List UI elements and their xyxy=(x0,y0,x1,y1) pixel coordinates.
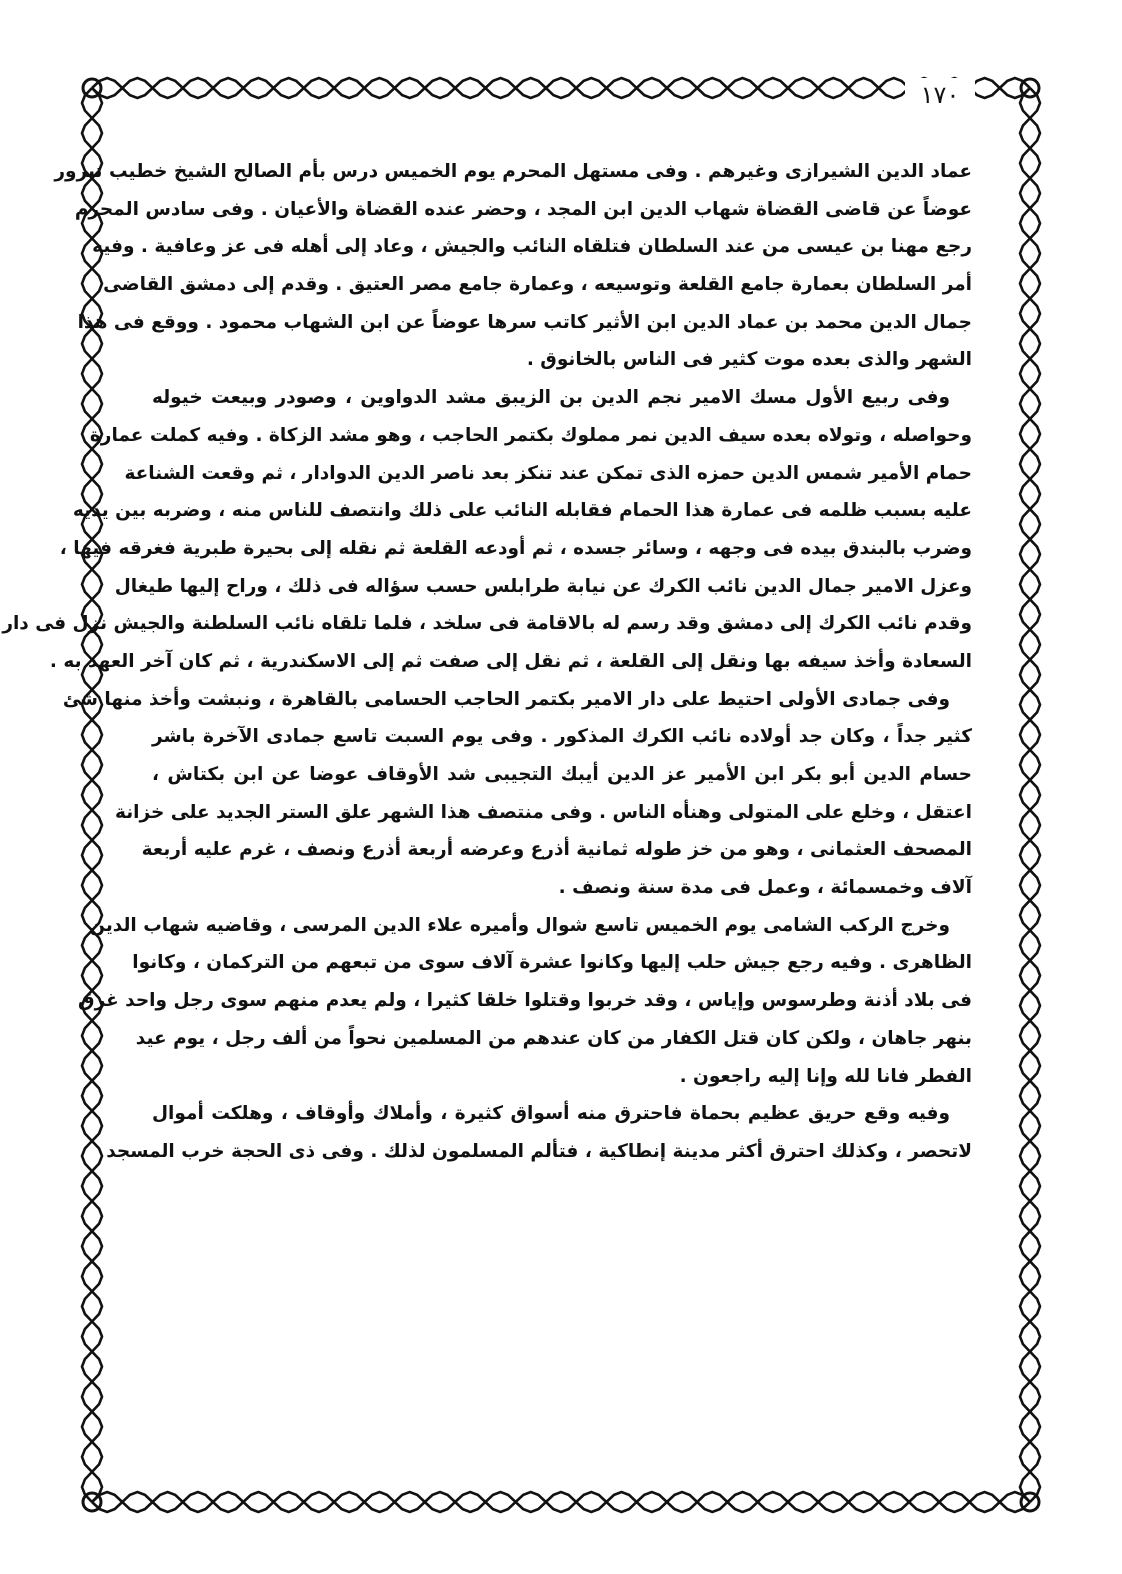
text-line: فى بلاد أذنة وطرسوس وإياس ، وقد خربوا وقتلوا خلقا كثيرا ، ولم يعدم منهم سوى رجل واحد غرق xyxy=(78,990,972,1012)
text-line: وفى جمادى الأولى احتيط على دار الامير بكتمر الحاجب الحسامى بالقاهرة ، ونبشت وأخذ منها شئ xyxy=(62,688,950,710)
text-line: وخرج الركب الشامى يوم الخميس تاسع شوال وأميره علاء الدين المرسى ، وقاضيه شهاب الدين xyxy=(89,914,950,936)
text-line: آلاف وخمسمائة ، وعمل فى مدة سنة ونصف . xyxy=(558,877,972,899)
text-line: وفيه وقع حريق عظيم بحماة فاحترق منه أسواق كثيرة ، وأملاك وأوقاف ، وهلكت أموال xyxy=(152,1103,950,1125)
text-line: الفطر فانا لله وإنا إليه راجعون . xyxy=(679,1065,972,1087)
text-body xyxy=(2,153,972,1448)
text-line: أمر السلطان بعمارة جامع القلعة وتوسيعه ، وعمارة جامع مصر العتيق . وقدم إلى دمشق القاضى xyxy=(103,274,972,296)
text-line: الشهر والذى بعده موت كثير فى الناس بالخانوق . xyxy=(526,349,972,371)
page-number: ١٧٠ xyxy=(905,78,975,112)
text-line: وقدم نائب الكرك إلى دمشق وقد رسم له بالاقامة فى سلخد ، فلما تلقاه نائب السلطنة والجيش نزل فى دار xyxy=(2,613,972,635)
text-line: عماد الدين الشيرازى وغيرهم . وفى مستهل المحرم يوم الخميس درس بأم الصالح الشيخ خطيب تبرور xyxy=(54,161,972,182)
text-line: عليه بسبب ظلمه فى عمارة هذا الحمام فقابله النائب على ذلك وانتصف للناس منه ، وضربه بين يديه xyxy=(72,500,972,522)
text-line: وفى ربيع الأول مسك الامير نجم الدين بن الزيبق مشد الدواوين ، وصودر وبيعت خيوله xyxy=(152,387,950,409)
text-line: عوضاً عن قاضى القضاة شهاب الدين ابن المجد ، وحضر عنده القضاة والأعيان . وفى سادس المحرم xyxy=(74,198,972,220)
text-line: حمام الأمير شمس الدين حمزه الذى تمكن عند تنكز بعد ناصر الدين الدوادار ، ثم وقعت الشناعة xyxy=(124,462,972,484)
text-line: المصحف العثمانى ، وهو من خز طوله ثمانية أذرع وعرضه أربعة أذرع ونصف ، غرم عليه أربعة xyxy=(141,839,972,861)
text-line: وضرب بالبندق بيده فى وجهه ، وسائر جسده ، ثم أودعه القلعة ثم نقله إلى بحيرة طبرية فغرقه فيها ، xyxy=(59,537,972,559)
text-line: وعزل الامير جمال الدين نائب الكرك عن نيابة طرابلس حسب سؤاله فى ذلك ، وراح إليها طيغال xyxy=(114,575,972,597)
border-strand xyxy=(1020,88,1040,1502)
border-strand xyxy=(82,88,102,1502)
text-line: لاتحصر ، وكذلك احترق أكثر مدينة إنطاكية ، فتألم المسلمون لذلك . وفى ذى الحجة خرب المسجد xyxy=(106,1140,972,1162)
text-line: حسام الدين أبو بكر ابن الأمير عز الدين أيبك التجيبى شد الأوقاف عوضا عن ابن بكتاش ، xyxy=(152,764,972,785)
text-line: رجع مهنا بن عيسى من عند السلطان فتلقاه النائب والجيش ، وعاد إلى أهله فى عز وعافية . وفيه xyxy=(92,236,972,258)
text-line: اعتقل ، وخلع على المتولى وهنأه الناس . وفى منتصف هذا الشهر علق الستر الجديد على خزانة xyxy=(114,801,972,823)
text-line: جمال الدين محمد بن عماد الدين ابن الأثير كاتب سرها عوضاً عن ابن الشهاب محمود . ووقع فى هذا xyxy=(77,311,972,333)
text-line: السعادة وأخذ سيفه بها ونقل إلى القلعة ، ثم نقل إلى صفت ثم إلى الاسكندرية ، ثم كان آخر العهد به . xyxy=(49,650,972,672)
text-line: بنهر جاهان ، ولكن كان قتل الكفار من كان عندهم من المسلمين نحواً من ألف رجل ، يوم عيد xyxy=(135,1027,972,1049)
text-line: كثير جداً ، وكان جد أولاده نائب الكرك المذكور . وفى يوم السبت تاسع جمادى الآخرة باشر xyxy=(152,726,972,748)
text-line: وحواصله ، وتولاه بعده سيف الدين نمر مملوك بكتمر الحاجب ، وهو مشد الزكاة . وفيه كملت عمارة xyxy=(89,424,972,446)
text-line: الظاهرى . وفيه رجع جيش حلب إليها وكانوا عشرة آلاف سوى من تبعهم من التركمان ، وكانوا xyxy=(132,952,972,974)
